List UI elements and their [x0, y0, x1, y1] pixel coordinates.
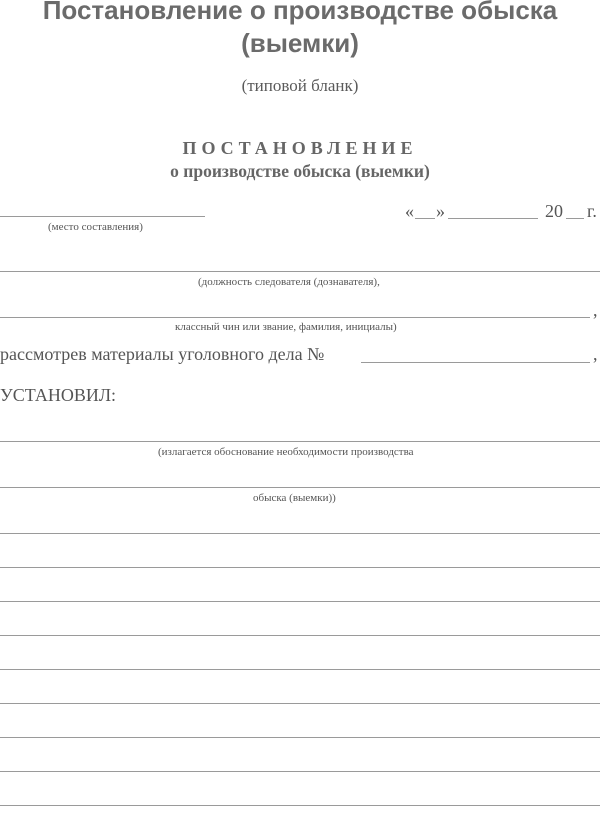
investigator-position-caption: (должность следователя (дознавателя), [198, 276, 380, 288]
date-close-quote: » [436, 201, 445, 221]
date-month-line[interactable] [448, 218, 538, 219]
place-caption: (место составления) [48, 221, 143, 233]
writing-line[interactable] [0, 703, 600, 704]
justification-caption: (излагается обоснование необходимости производства [158, 446, 414, 458]
form-heading: ПОСТАНОВЛЕНИЕ [182, 138, 418, 158]
investigator-rank-caption: классный чин или звание, фамилия, инициалы) [175, 321, 397, 333]
writing-line[interactable] [0, 669, 600, 670]
date-year-line[interactable] [566, 218, 584, 219]
writing-line[interactable] [0, 737, 600, 738]
date-day-line[interactable] [415, 218, 435, 219]
established-label: УСТАНОВИЛ: [0, 385, 117, 405]
justification-line[interactable] [0, 487, 600, 488]
date-year-suffix: г. [587, 201, 597, 221]
place-line[interactable] [0, 216, 205, 217]
writing-line[interactable] [0, 567, 600, 568]
case-number-line[interactable] [361, 362, 590, 363]
date-open-quote: « [405, 201, 414, 221]
writing-line[interactable] [0, 805, 600, 806]
investigator-name-line[interactable] [0, 317, 590, 318]
writing-line[interactable] [0, 601, 600, 602]
form-heading-sub: о производстве обыска (выемки) [170, 161, 430, 181]
writing-line[interactable] [0, 533, 600, 534]
form-subtitle: (типовой бланк) [241, 76, 359, 95]
investigator-position-line[interactable] [0, 271, 600, 272]
writing-line[interactable] [0, 635, 600, 636]
justification-line[interactable] [0, 441, 600, 442]
name-line-comma: , [593, 300, 598, 320]
justification-caption-continued: обыска (выемки)) [253, 492, 336, 504]
case-line-comma: , [593, 344, 598, 364]
page-title: Постановление о производстве обыска (выемки) [42, 0, 558, 58]
writing-line[interactable] [0, 771, 600, 772]
case-materials-text: рассмотрев материалы уголовного дела № [0, 344, 325, 364]
date-year-prefix: 20 [545, 201, 563, 221]
